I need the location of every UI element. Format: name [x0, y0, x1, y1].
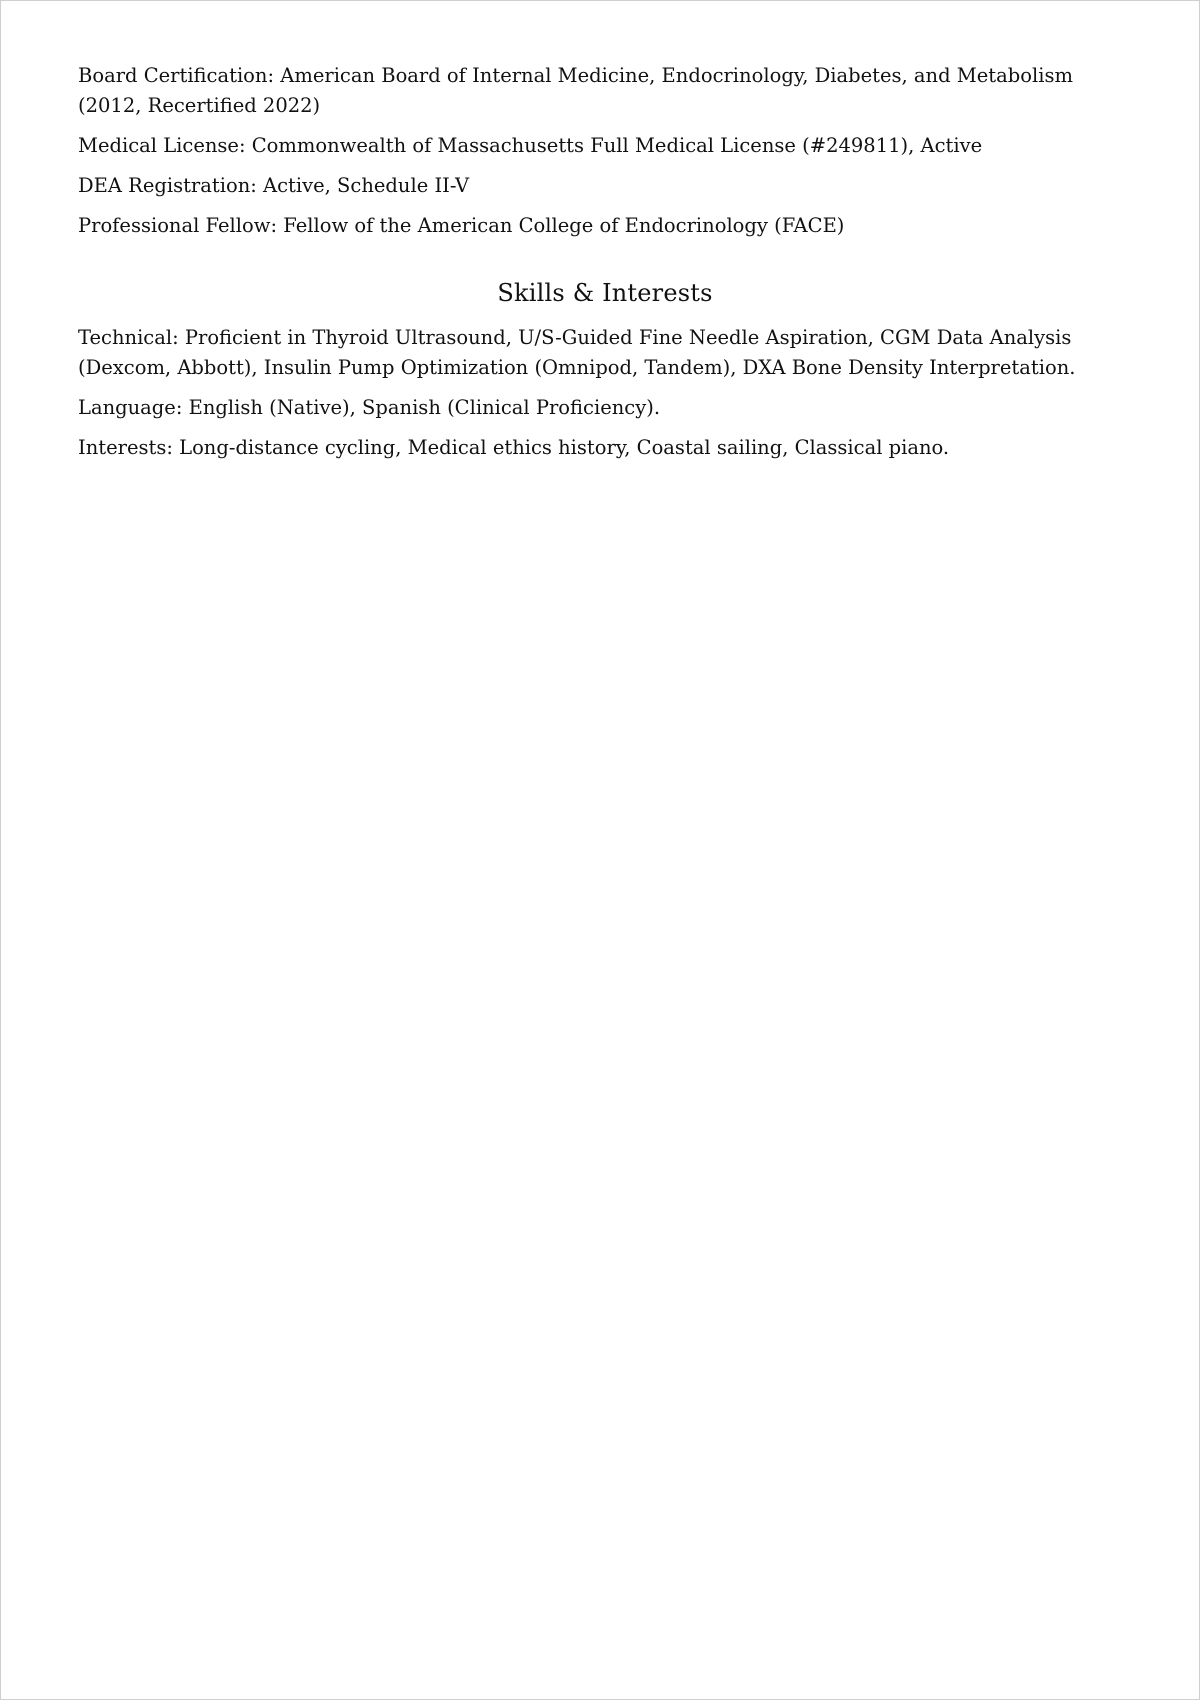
credential-dea-registration — [78, 171, 1132, 201]
skill-label: Interests: — [78, 436, 173, 459]
credential-medical-license — [78, 131, 1132, 161]
skill-label: Technical: — [78, 326, 179, 349]
credential-label: Medical License: — [78, 134, 246, 157]
credential-value: Active, Schedule II-V — [256, 174, 470, 197]
skill-language — [78, 393, 1132, 423]
skill-technical — [78, 323, 1132, 383]
credential-label: Professional Fellow: — [78, 214, 278, 237]
credential-value: Commonwealth of Massachusetts Full Medical License (#249811), Active — [245, 134, 983, 157]
credential-professional-fellow — [78, 211, 1132, 241]
credential-label: DEA Registration: — [78, 174, 257, 197]
credential-value: Fellow of the American College of Endocrinology (FACE) — [277, 214, 845, 237]
section-title-skills-interests: Skills & Interests — [497, 279, 713, 307]
skill-value: English (Native), Spanish (Clinical Proficiency). — [182, 396, 661, 419]
credential-value: American Board of Internal Medicine, Endocrinology, Diabetes, and Metabolism (2012, Recertified 2022) — [78, 64, 1073, 117]
document-content — [78, 61, 1132, 473]
skill-label: Language: — [78, 396, 183, 419]
credential-board-certification — [78, 61, 1132, 121]
skill-interests — [78, 433, 1132, 463]
skill-value: Proficient in Thyroid Ultrasound, U/S-Guided Fine Needle Aspiration, CGM Data Analysis (Dexcom, Abbott), Insulin Pump Optimization (Omnipod, Tandem), DXA Bone Density Interpretation. — [78, 326, 1076, 379]
skill-value: Long-distance cycling, Medical ethics history, Coastal sailing, Classical piano. — [172, 436, 950, 459]
credential-label: Board Certification: — [78, 64, 275, 87]
